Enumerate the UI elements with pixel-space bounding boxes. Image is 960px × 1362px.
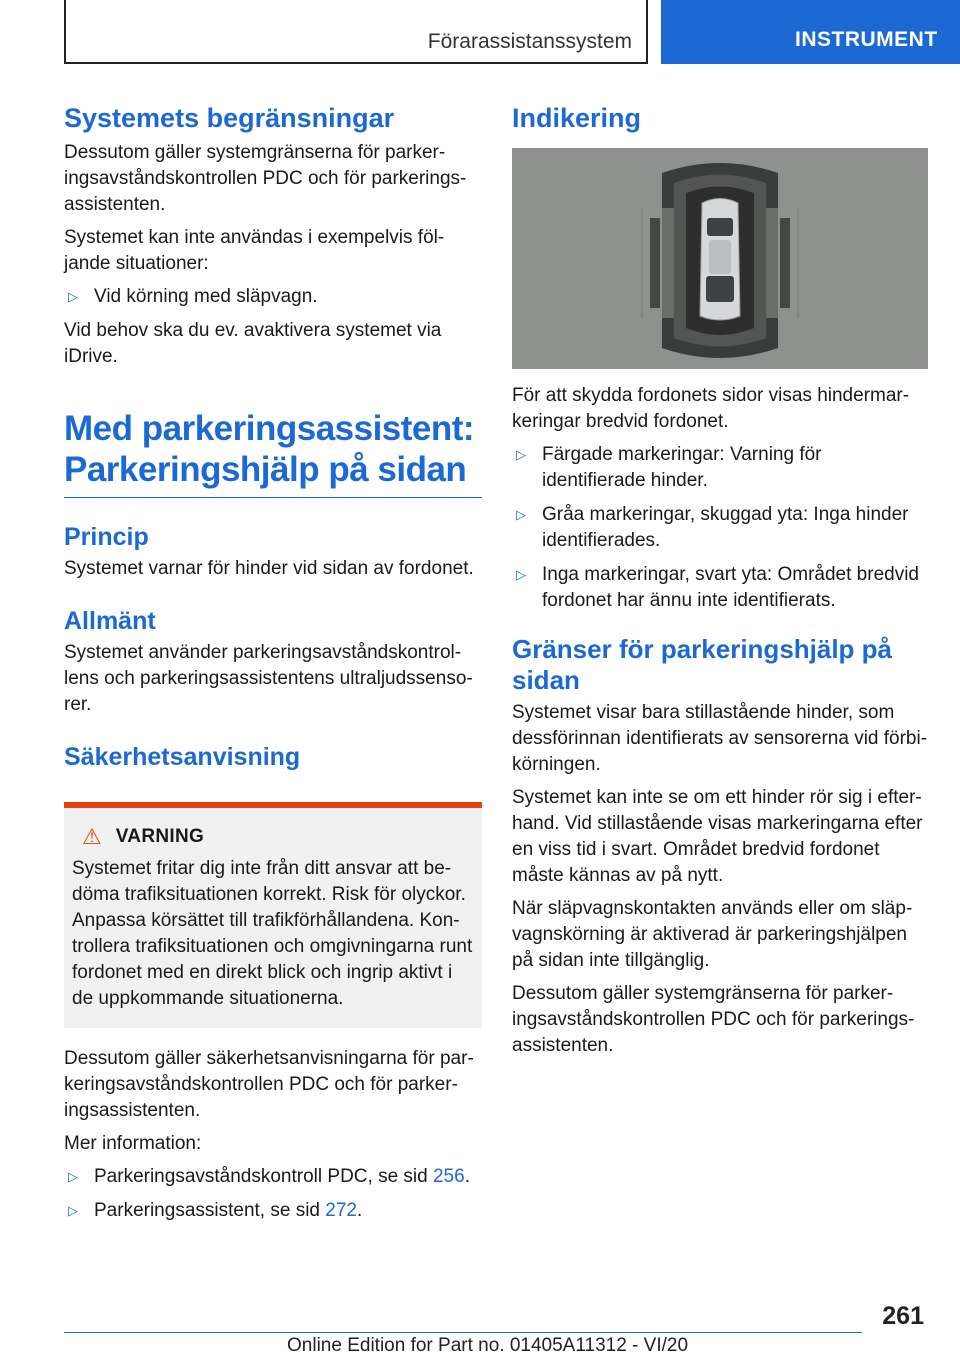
right-column — [512, 100, 930, 1066]
general-heading: Allmänt — [64, 607, 156, 635]
warning-title: VARNING — [115, 826, 205, 847]
limits-heading: Systemets begränsningar — [64, 103, 395, 133]
triangle-right-icon: ▷ — [516, 447, 526, 462]
side-limits-paragraph-3: När släpvagnskontakten används eller om släpvagnskörning är aktiverad är parkeringshjälpen på sidan inte tillgänglig. — [512, 898, 913, 971]
side-limits-paragraph-1: Systemet visar bara stillastående hinder, som dessförinnan identifierats av sensorerna vid förbikörningen. — [512, 702, 928, 775]
limits-paragraph-3: Vid behov ska du ev. avaktivera systemet via iDrive. — [64, 320, 442, 367]
more-info-label: Mer information: — [64, 1133, 202, 1154]
triangle-right-icon: ▷ — [68, 1169, 78, 1184]
reference-list — [64, 1164, 482, 1224]
header-chapter-title: INSTRUMENT — [795, 28, 938, 51]
page-number: 261 — [882, 1302, 924, 1330]
header-section-tab — [64, 0, 648, 64]
safety-heading: Säkerhetsanvisning — [64, 743, 301, 771]
list-item: ▷ Gråa markeringar, skuggad yta: Inga hinder identifierades. — [516, 504, 909, 551]
page-link-256[interactable]: 256 — [432, 1166, 465, 1187]
limits-paragraph-2: Systemet kan inte användas i exempelvis följande situationer: — [64, 227, 445, 274]
warning-triangle-icon: ⚠ — [82, 824, 102, 849]
warning-text: Systemet fritar dig inte från ditt ansvar att bedöma trafiksituationen korrekt. Risk för olyckor. Anpassa körsättet till trafikförhållandena. Kontrollera trafiksituationen och omgivningarna runt fordonet med en direkt blick och ingrip aktivt i de uppkommande situationerna. — [72, 858, 473, 1009]
header-section-title: Förarassistanssystem — [427, 30, 632, 53]
list-item: ▷ Vid körning med släpvagn. — [64, 284, 482, 310]
triangle-right-icon: ▷ — [68, 289, 78, 304]
limits-list — [64, 284, 482, 310]
side-limits-paragraph-4: Dessutom gäller systemgränserna för parkeringsavståndskontrollen PDC och för parkeringsassistenten. — [512, 983, 915, 1056]
limits-paragraph-1: Dessutom gäller systemgränserna för parkeringsavståndskontrollen PDC och för parkeringsassistenten. — [64, 142, 467, 215]
indication-heading: Indikering — [512, 103, 642, 133]
after-warning-text: Dessutom gäller säkerhetsanvisningarna för parkeringsavståndskontrollen PDC och för parkeringsassistenten. — [64, 1048, 474, 1121]
car-top-view-illustration — [512, 148, 928, 369]
general-text: Systemet använder parkeringsavståndskontrollens och parkeringsassistentens ultraljudssensorer. — [64, 642, 473, 715]
list-item: ▷ Färgade markeringar: Varning för identifierade hinder. — [516, 444, 822, 491]
indication-list — [512, 442, 930, 614]
header-chapter-tab — [661, 0, 960, 64]
page-link-272[interactable]: 272 — [325, 1200, 357, 1221]
parking-sensor-illustration — [512, 148, 928, 369]
principle-text: Systemet varnar för hinder vid sidan av fordonet. — [64, 558, 474, 579]
left-column — [64, 100, 482, 1232]
footer-divider — [64, 1332, 862, 1333]
list-item: ▷ Inga markeringar, svart yta: Området bredvid fordonet har ännu inte identifierats. — [516, 564, 919, 611]
triangle-right-icon: ▷ — [516, 567, 526, 582]
list-item: ▷ Parkeringsavståndskontroll PDC, se sid 256. — [64, 1164, 482, 1190]
side-limits-heading: Gränser för parkeringshjälp på sidan — [512, 634, 893, 695]
triangle-right-icon: ▷ — [516, 507, 526, 522]
indication-text: För att skydda fordonets sidor visas hindermarkeringar bredvid fordonet. — [512, 385, 910, 432]
triangle-right-icon: ▷ — [68, 1203, 78, 1218]
list-item: ▷ Parkeringsassistent, se sid 272. — [64, 1198, 482, 1224]
principle-heading: Princip — [64, 523, 149, 551]
warning-box — [64, 802, 482, 1028]
footer-edition: Online Edition for Part no. 01405A11312 - VI/20 — [287, 1335, 689, 1356]
side-limits-paragraph-2: Systemet kan inte se om ett hinder rör sig i efterhand. Vid stillastående visas markeringarna efter en viss tid i svart. Området bredvid fordonet måste kännas av på nytt. — [512, 787, 923, 886]
main-heading: Med parkeringsassistent: Parkeringshjälp på sidan — [64, 408, 482, 498]
